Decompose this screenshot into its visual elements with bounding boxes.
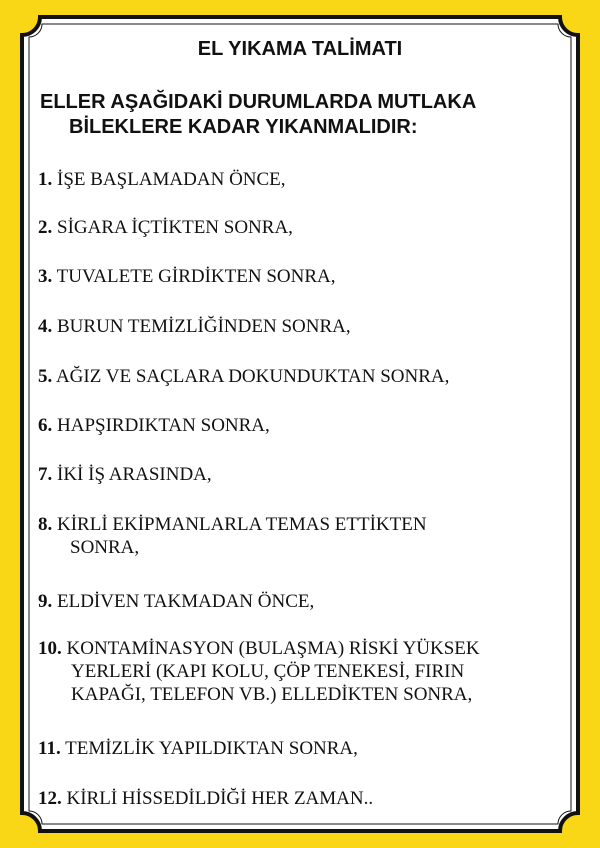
item-text: ELDİVEN TAKMADAN ÖNCE, bbox=[57, 591, 315, 612]
item-text-continued: YERLERİ (KAPI KOLU, ÇÖP TENEKESİ, FIRIN bbox=[71, 661, 465, 682]
item-text: İŞE BAŞLAMADAN ÖNCE, bbox=[57, 169, 286, 190]
list-item bbox=[38, 216, 568, 239]
item-number: 12. bbox=[38, 788, 62, 809]
item-text: AĞIZ VE SAÇLARA DOKUNDUKTAN SONRA, bbox=[55, 366, 450, 387]
item-number: 8. bbox=[38, 514, 53, 535]
item-text: KİRLİ EKİPMANLARLA TEMAS ETTİKTEN bbox=[57, 514, 427, 535]
item-number: 4. bbox=[38, 316, 53, 337]
item-number: 2. bbox=[38, 217, 53, 238]
list-item bbox=[38, 463, 568, 486]
item-number: 9. bbox=[38, 591, 53, 612]
sign-subtitle bbox=[40, 90, 560, 140]
item-number: 1. bbox=[38, 169, 53, 190]
item-number: 10. bbox=[38, 638, 62, 659]
list-item bbox=[38, 737, 568, 760]
item-text: TUVALETE GİRDİKTEN SONRA, bbox=[56, 266, 336, 287]
list-item bbox=[38, 787, 568, 810]
item-number: 5. bbox=[38, 366, 53, 387]
item-text: TEMİZLİK YAPILDIKTAN SONRA, bbox=[65, 738, 358, 759]
subtitle-line-1: ELLER AŞAĞIDAKİ DURUMLARDA MUTLAKA bbox=[40, 91, 477, 113]
item-number: 7. bbox=[38, 464, 53, 485]
list-item bbox=[38, 637, 568, 706]
item-text-continued: SONRA, bbox=[70, 537, 140, 558]
list-item bbox=[38, 315, 568, 338]
item-number: 3. bbox=[38, 266, 53, 287]
list-item bbox=[38, 168, 568, 191]
item-text: KONTAMİNASYON (BULAŞMA) RİSKİ YÜKSEK bbox=[66, 638, 480, 659]
item-text: HAPŞIRDIKTAN SONRA, bbox=[57, 415, 270, 436]
item-text: İKİ İŞ ARASINDA, bbox=[57, 464, 212, 485]
sign-title: EL YIKAMA TALİMATI bbox=[197, 38, 403, 60]
item-text: KİRLİ HİSSEDİLDİĞİ HER ZAMAN.. bbox=[66, 788, 374, 809]
subtitle-line-2: BİLEKLERE KADAR YIKANMALIDIR: bbox=[69, 116, 418, 138]
item-text-continued: KAPAĞI, TELEFON VB.) ELLEDİKTEN SONRA, bbox=[71, 684, 473, 705]
list-item bbox=[38, 513, 568, 559]
list-item bbox=[38, 414, 568, 437]
list-item bbox=[38, 265, 568, 288]
list-item bbox=[38, 590, 568, 613]
item-text: BURUN TEMİZLİĞİNDEN SONRA, bbox=[57, 316, 351, 337]
item-number: 6. bbox=[38, 415, 53, 436]
list-item bbox=[38, 365, 568, 388]
item-text: SİGARA İÇTİKTEN SONRA, bbox=[57, 217, 293, 238]
item-number: 11. bbox=[38, 738, 61, 759]
